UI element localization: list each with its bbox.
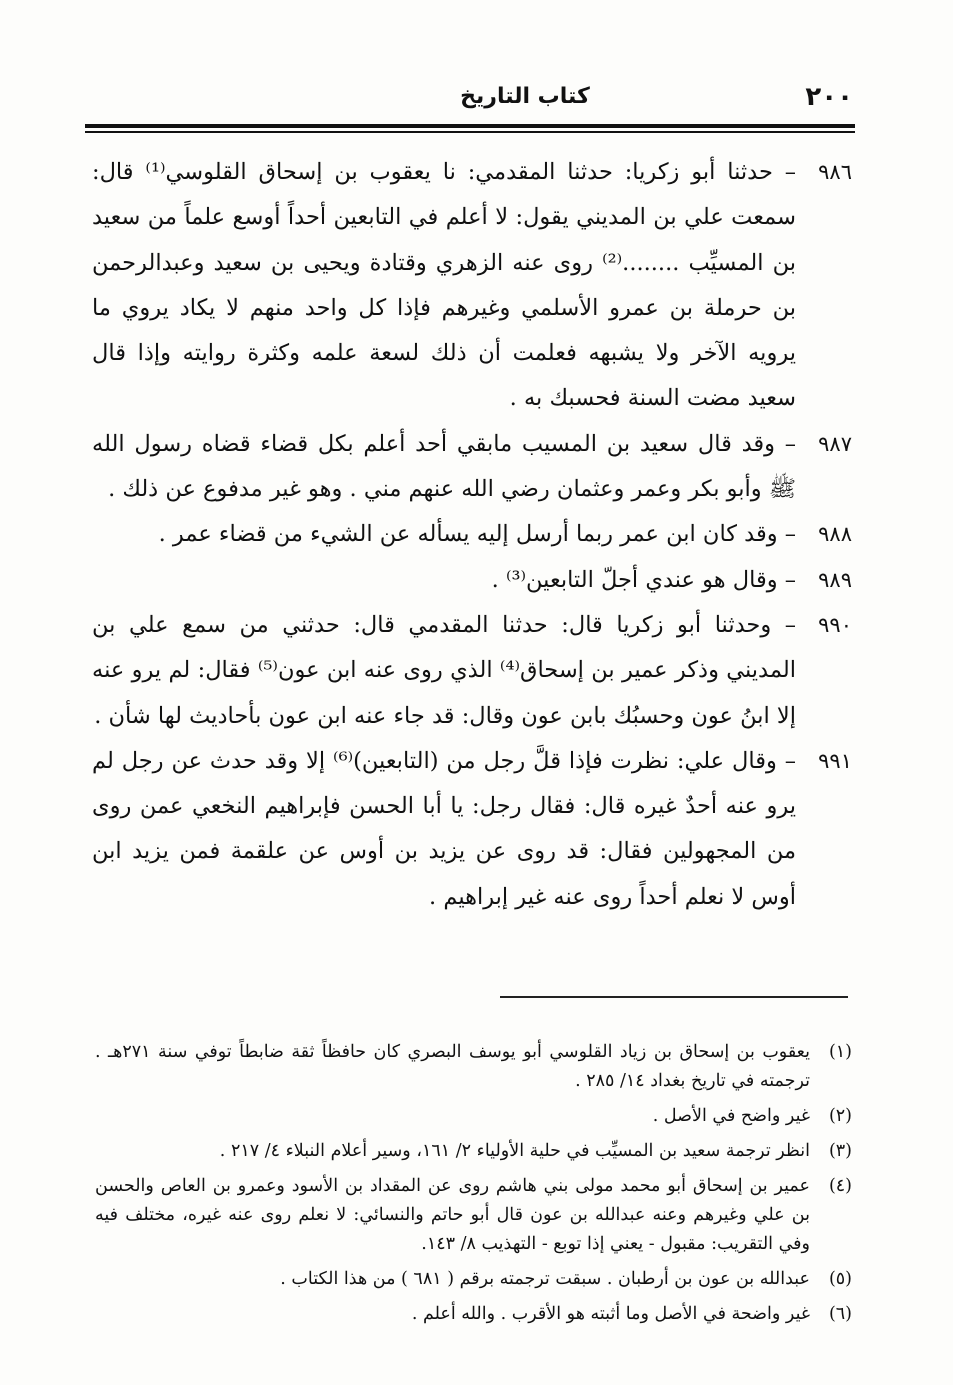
entry-number: ٩٨٨ [818,522,852,547]
entry-988 [92,512,852,557]
entry-text: – وقال هو عندي أجلّ التابعين⁽³⁾ . [491,566,796,593]
main-text [92,150,852,920]
entry-990 [92,603,852,739]
footnote-number: (٥) [828,1269,852,1289]
header-rule-thin [85,131,855,133]
footnote-text: غير واضح في الأصل . [652,1106,810,1126]
footnote-text: عبدالله بن عون بن أرطبان . سبقت ترجمته برقم ( ٦٨١ ) من هذا الكتاب . [280,1269,810,1289]
footnote-number: (١) [828,1042,852,1062]
entry-text: – وقال علي: نظرت فإذا قلَّ رجل من (التابعين)⁽⁶⁾ إلا وقد حدث عن رجل لم يرو عنه أحدٌ غيره قال: فقال رجل: يا أبا الحسن فإبراهيم النخعي عمن روى من المجهولين فقال: قد روى عن يزيد بن أوس عن علقمة فمن يزيد ابن أوس لا نعلم أحداً روى عنه غير إبراهيم . [92,747,796,910]
entry-987 [92,422,852,513]
entry-text: – وحدثنا أبو زكريا قال: حدثنا المقدمي قال: حدثني من سمع علي بن المديني وذكر عمير بن إسحاق⁽⁴⁾ الذي روى عنه ابن عون⁽⁵⁾ فقال: لم يرو عنه إلا ابنُ عون وحسبُك بابن عون وقال: قد جاء عنه ابن عون بأحاديث لها شأن . [92,611,796,729]
footnote-text: يعقوب بن إسحاق بن زياد القلوسي أبو يوسف البصري كان حافظاً ثقة ضابطاً توفي سنة ٢٧١هـ . ترجمته في تاريخ بغداد ١٤/ ٢٨٥ . [95,1042,810,1091]
entry-text: – حدثنا أبو زكريا: حدثنا المقدمي: نا يعقوب بن إسحاق القلوسي⁽¹⁾ قال: سمعت علي بن المديني يقول: لا أعلم في التابعين أحداً أوسع علماً من سعيد بن المسيِّب ........⁽²⁾ روى عنه الزهري وقتادة ويحيى بن سعيد وعبدالرحمن بن حرملة بن عمرو الأسلمي وغيرهم فإذا كل واحد منهم لا يكاد يروي ما يرويه الآخر ولا يشبهه فعلمت أن ذلك لسعة علمه وكثرة روايته وإذا قال سعيد مضت السنة فحسبك به . [92,159,797,412]
footnote-number: (٤) [828,1176,852,1196]
footnote [95,1300,852,1329]
entry-989 [92,558,852,603]
entry-number: ٩٨٩ [818,567,852,592]
entry-number: ٩٩٠ [818,612,852,637]
footnote-number: (٦) [828,1304,852,1324]
footnote-text: عمير بن إسحاق أبو محمد مولى بني هاشم روى عن المقداد بن الأسود وعمرو بن العاص والحسن بن علي وغيرهم وعنه عبدالله بن عون قال أبو حاتم والنسائي: لا نعلم روى عنه غيره، مختلف فيه وفي التقريب: مقبول - يعني إذا توبع - التهذيب ٨/ ١٤٣. [95,1176,810,1254]
footnote [95,1137,852,1166]
page-number: ٢٠٠ [805,82,853,112]
footnote [95,1102,852,1131]
header-rule-thick [85,124,855,128]
footnote [95,1265,852,1294]
footnote [95,1038,852,1096]
entry-986 [92,150,852,422]
footnote-number: (٣) [828,1141,852,1161]
entry-number: ٩٨٧ [818,431,852,456]
footnote-text: انظر ترجمة سعيد بن المسيِّب في حلية الأولياء ٢/ ١٦١، وسير أعلام النبلاء ٤/ ٢١٧ . [219,1141,810,1161]
entry-991 [92,739,852,920]
running-title: كتاب التاريخ [460,84,590,109]
footnote [95,1172,852,1259]
footnote-text: غير واضحة في الأصل وما أثبته هو الأقرب . والله أعلم . [411,1304,810,1324]
entry-number: ٩٨٦ [818,160,852,184]
entry-text: – وقد كان ابن عمر ربما أرسل إليه يسأله عن الشيء من قضاء عمر . [158,521,796,548]
page-header [95,78,853,122]
entry-number: ٩٩١ [818,748,852,773]
entry-text: – وقد قال سعيد بن المسيب مابقي أحد أعلم بكل قضاء قضاه رسول الله ﷺ وأبو بكر وعمر وعثمان رضي الله عنهم مني . وهو غير مدفوع عن ذلك . [92,430,796,503]
footnote-number: (٢) [828,1106,852,1126]
footnotes [95,1038,852,1335]
footnote-separator [500,996,848,998]
